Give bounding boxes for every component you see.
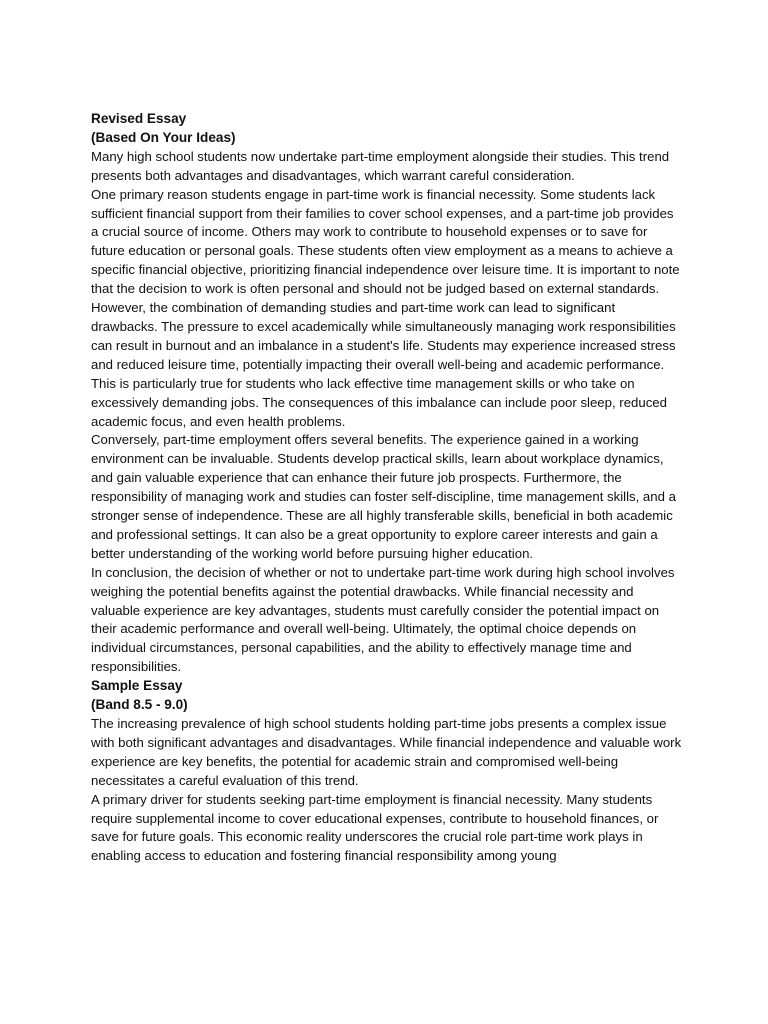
revised-essay-subtitle: (Based On Your Ideas) (91, 129, 236, 145)
revised-paragraph-drawbacks: However, the combination of demanding studies and part-time work can lead to significant drawbacks. The pressure to excel academically while simultaneously managing work responsibilities can result in burnout and an imbalance in a student's life. Students may experience increased stress and reduced leisure time, potentially impacting their overall well-being and academic performance. This is particularly true for students who lack effective time management skills or who take on excessively demanding jobs. The consequences of this imbalance can include poor sleep, reduced academic focus, and even health problems. (91, 300, 676, 429)
revised-paragraph-conclusion: In conclusion, the decision of whether or not to undertake part-time work during high school involves weighing the potential benefits against the potential drawbacks. While financial necessity and valuable experience are key advantages, students must carefully consider the potential impact on their academic performance and overall well-being. Ultimately, the optimal choice depends on individual circumstances, personal capabilities, and the ability to effectively manage time and responsibilities. (91, 564, 675, 675)
revised-paragraph-benefits: Conversely, part-time employment offers several benefits. The experience gained in a working environment can be invaluable. Students develop practical skills, learn about workplace dynamics, and gain valuable experience that can enhance their future job prospects. Furthermore, the responsibility of managing work and studies can foster self-discipline, time management skills, and a stronger sense of independence. These are all highly transferable skills, beneficial in both academic and professional settings. It can also be a great opportunity to explore career interests and gain a better understanding of the working world before pursuing higher education. (91, 432, 676, 561)
document-page (91, 110, 683, 866)
revised-paragraph-intro: Many high school students now undertake part-time employment alongside their studies. This trend presents both advantages and disadvantages, which warrant careful consideration. (91, 148, 670, 183)
sample-essay-title: Sample Essay (91, 678, 183, 694)
sample-essay-subtitle: (Band 8.5 - 9.0) (91, 697, 188, 713)
sample-paragraph-intro: The increasing prevalence of high school students holding part-time jobs presents a complex issue with both significant advantages and disadvantages. While financial independence and valuable work experience are key benefits, the potential for academic strain and compromised well-being necessitates a careful evaluation of this trend. (91, 716, 682, 788)
revised-essay-title: Revised Essay (91, 111, 187, 126)
revised-paragraph-financial: One primary reason students engage in part-time work is financial necessity. Some students lack sufficient financial support from their families to cover school expenses, and a part-time job provides a crucial source of income. Others may work to contribute to household expenses or to save for future education or personal goals. These students often view employment as a means to achieve a specific financial objective, prioritizing financial independence over leisure time. It is important to note that the decision to work is often personal and should not be judged based on external standards. (91, 186, 680, 297)
sample-paragraph-financial: A primary driver for students seeking part-time employment is financial necessity. Many students require supplemental income to cover educational expenses, contribute to household finances, or save for future goals. This economic reality underscores the crucial role part-time work plays in enabling access to education and fostering financial responsibility among young (91, 791, 659, 864)
